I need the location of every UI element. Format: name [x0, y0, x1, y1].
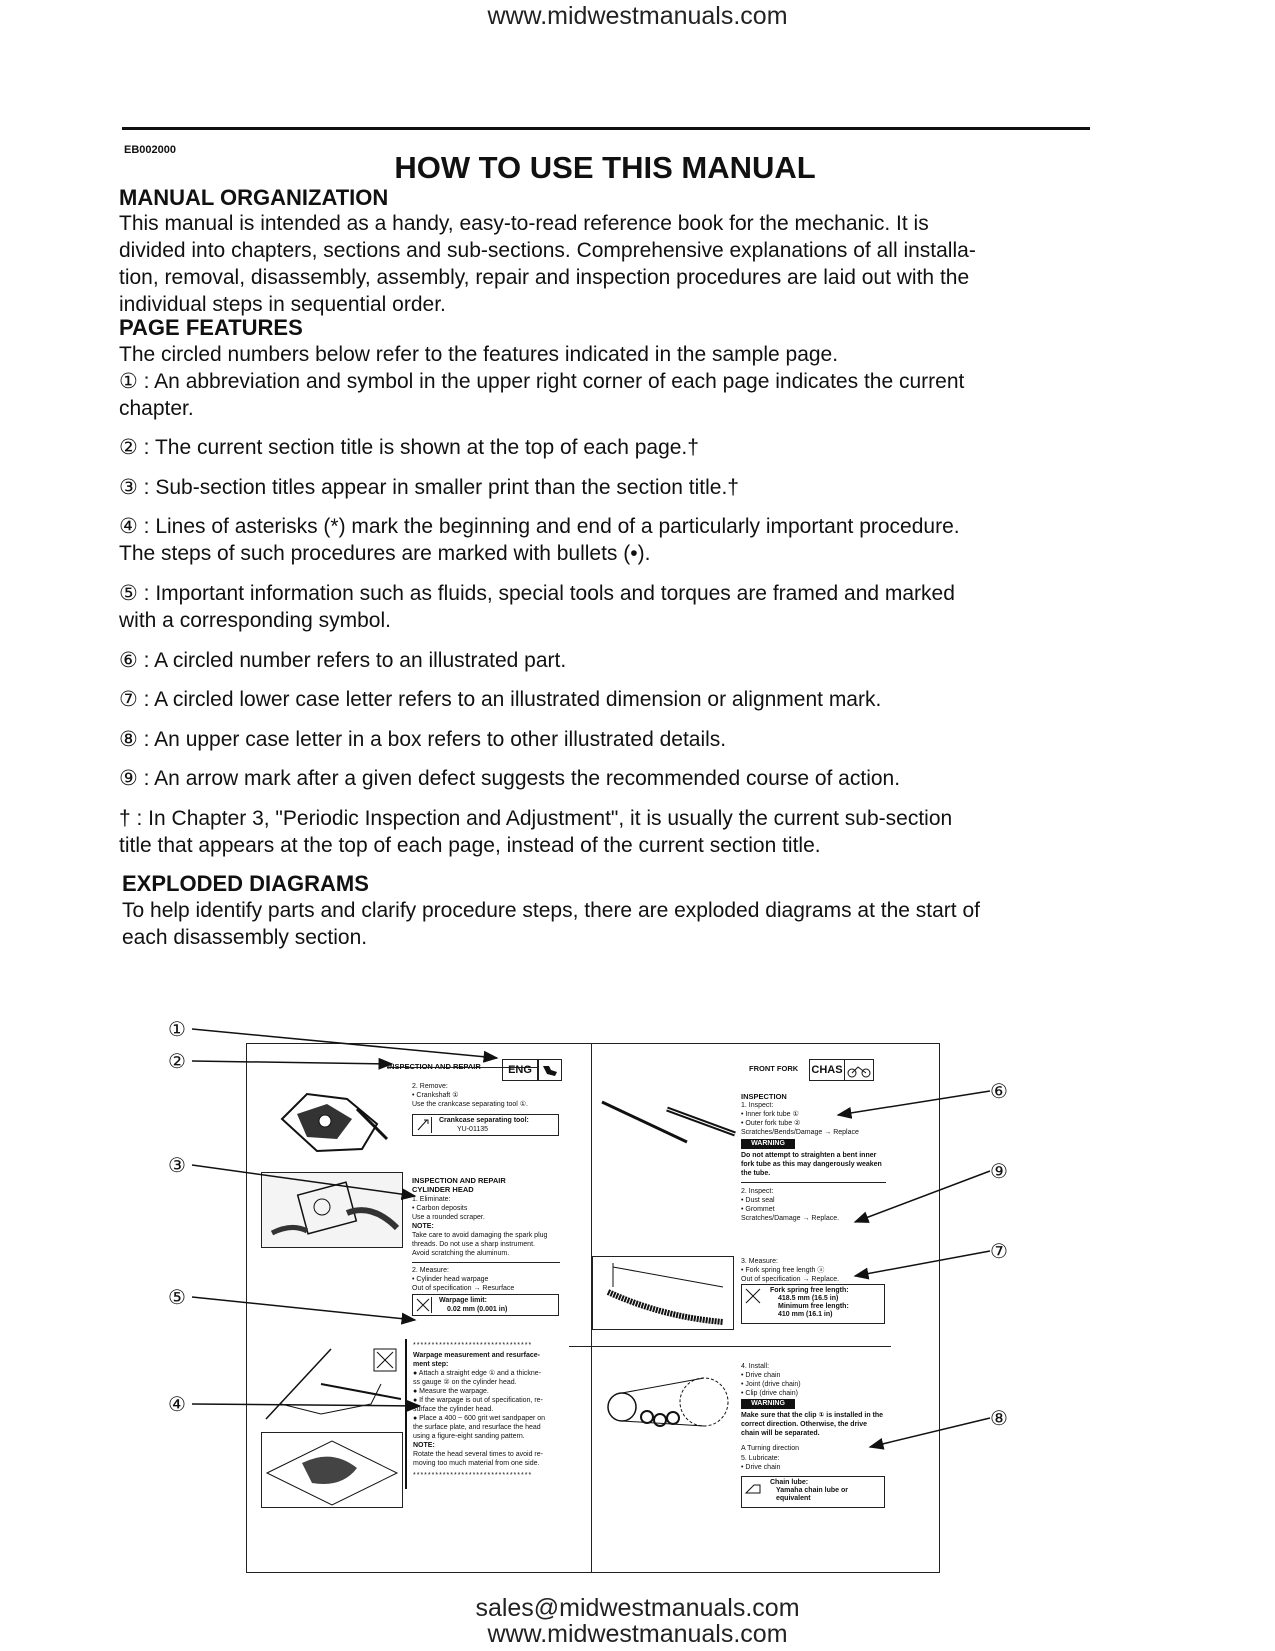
section-heading-features: PAGE FEATURES: [119, 315, 303, 340]
right-chapter-tab: CHAS: [809, 1059, 845, 1081]
remove-step: 2. Remove: • Crankshaft ① Use the crankcase separating tool ①.: [412, 1083, 529, 1108]
tool-box: Crankcase separating tool: YU-01135: [412, 1114, 559, 1136]
callout-4: ④: [168, 1394, 186, 1416]
feature-item-8: ⑧ : An upper case letter in a box refers to other illustrated details.: [119, 728, 727, 751]
footer-website[interactable]: www.midwestmanuals.com: [487, 1620, 788, 1648]
cylinder-head-title: CYLINDER HEAD: [412, 1185, 474, 1194]
features-intro: The circled numbers below refer to the features indicated in the sample page.: [119, 343, 839, 366]
measure-step: 2. Measure: • Cylinder head warpage Out of specification → Resurface: [412, 1267, 515, 1292]
warning-text: Do not attempt to straighten a bent inner fork tube as this may dangerously weaken the tube.: [741, 1152, 882, 1177]
warning2-text: Make sure that the clip ① is installed in the correct direction. Otherwise, the drive chain will be separated.: [741, 1412, 884, 1437]
feature-item-4: ④ : Lines of asterisks (*) mark the beginning and end of a particularly important procedure. The steps of such procedures are marked with bullets (•).: [119, 515, 960, 565]
organization-line: tion, removal, disassembly, assembly, repair and inspection procedures are laid out with the: [119, 266, 970, 289]
site-url-top: www.midwestmanuals.com: [487, 2, 788, 30]
inspection-title: INSPECTION: [741, 1092, 787, 1101]
asterisk-line-top: ********************************: [413, 1342, 533, 1349]
leader-4: [192, 1404, 420, 1406]
leader-6: [838, 1091, 990, 1115]
warning-label-2: WARNING: [741, 1399, 795, 1409]
asterisk-line-bottom: ********************************: [413, 1472, 533, 1479]
chain-lube-box: Chain lube: Yamaha chain lube or equivalent: [741, 1476, 885, 1508]
callout-8: ⑧: [990, 1408, 1008, 1430]
feature-item-9: ⑨ : An arrow mark after a given defect suggests the recommended course of action.: [119, 767, 901, 790]
leader-9: [855, 1171, 990, 1222]
feature-item-7: ⑦ : A circled lower case letter refers to an illustrated dimension or alignment mark.: [119, 688, 882, 711]
callout-1: ①: [168, 1019, 186, 1041]
inspect2-step: 2. Inspect: • Dust seal • Grommet Scratches/Damage → Replace.: [741, 1188, 840, 1222]
warpage-box: Warpage limit: 0.02 mm (0.001 in): [412, 1294, 559, 1316]
callout-7: ⑦: [990, 1241, 1008, 1263]
exploded-paragraph: To help identify parts and clarify procedure steps, there are exploded diagrams at the start of each disassembly section.: [122, 899, 980, 949]
left-chapter-tab: ENG: [502, 1059, 538, 1081]
warning-label: WARNING: [741, 1139, 795, 1149]
leader-7: [855, 1251, 990, 1276]
callout-9: ⑨: [990, 1161, 1008, 1183]
callout-3: ③: [168, 1155, 186, 1177]
left-section-header: INSPECTION AND REPAIR: [387, 1062, 481, 1071]
inspect-step: 1. Inspect: • Inner fork tube ① • Outer fork tube ② Scratches/Bends/Damage → Replace: [741, 1102, 859, 1136]
feature-item-1: ① : An abbreviation and symbol in the upper right corner of each page indicates the current chapter.: [119, 370, 965, 420]
important-procedure: Warpage measurement and resurface- ment step: ● Attach a straight edge ① and a thickne- ss gauge ② on the cylinder head. ● Measure the warpage. ● If the warpage is out of specification, re- surface the cylinder head. ● Place a 400 ~ 600 grit wet sandpaper on the surface plate, and resurface the head using a figure-eight sanding pattern. NOTE: Rotate the head several times to avoid re- moving too much material from one side.: [413, 1352, 546, 1467]
eliminate-step: 1. Eliminate: • Carbon deposits Use a rounded scraper. NOTE: Take care to avoid damaging the spark plug threads. Do not use a sharp instrument. Avoid scratching the aluminum.: [412, 1196, 548, 1257]
page-title: HOW TO USE THIS MANUAL: [394, 150, 816, 185]
organization-line: divided into chapters, sections and sub-sections. Comprehensive explanations of all installa-: [119, 239, 976, 262]
section-heading-exploded: EXPLODED DIAGRAMS: [122, 871, 369, 896]
measure-spring-step: 3. Measure: • Fork spring free length ⓐ Out of specification → Replace.: [741, 1258, 840, 1283]
callout-5: ⑤: [168, 1287, 186, 1309]
organization-line: individual steps in sequential order.: [119, 293, 446, 316]
callout-2: ②: [168, 1051, 186, 1073]
feature-item-6: ⑥ : A circled number refers to an illustrated part.: [119, 649, 567, 672]
leader-8: [870, 1418, 990, 1447]
install-step: 4. Install: • Drive chain • Joint (drive chain) • Clip (drive chain): [741, 1363, 801, 1397]
footer-email[interactable]: sales@midwestmanuals.com: [475, 1594, 800, 1622]
leader-1: [192, 1029, 497, 1058]
leader-3: [192, 1165, 415, 1196]
feature-item-2: ② : The current section title is shown at the top of each page.†: [119, 436, 699, 459]
feature-item-dagger: † : In Chapter 3, "Periodic Inspection and Adjustment", it is usually the current sub-section title that appears at the top of each page, instead of the current section title.: [119, 807, 953, 857]
section-heading-organization: MANUAL ORGANIZATION: [119, 185, 389, 210]
lubricate-step: 5. Lubricate: • Drive chain: [741, 1455, 781, 1471]
feature-item-3: ③ : Sub-section titles appear in smaller print than the section title.†: [119, 476, 739, 499]
turning-direction: A Turning direction: [741, 1445, 799, 1452]
document-code: EB002000: [124, 144, 176, 156]
organization-line: This manual is intended as a handy, easy-to-read reference book for the mechanic. It is: [119, 212, 929, 235]
right-section-header: FRONT FORK: [749, 1064, 799, 1073]
spring-length-box: Fork spring free length: 418.5 mm (16.5 in) Minimum free length: 410 mm (16.1 in): [741, 1284, 885, 1324]
feature-item-5: ⑤ : Important information such as fluids, special tools and torques are framed and marked with a corresponding symbol.: [119, 582, 955, 632]
callout-6: ⑥: [990, 1081, 1008, 1103]
leader-2: [192, 1061, 392, 1064]
sub-section-title: INSPECTION AND REPAIR: [412, 1176, 506, 1185]
leader-5: [192, 1297, 415, 1320]
